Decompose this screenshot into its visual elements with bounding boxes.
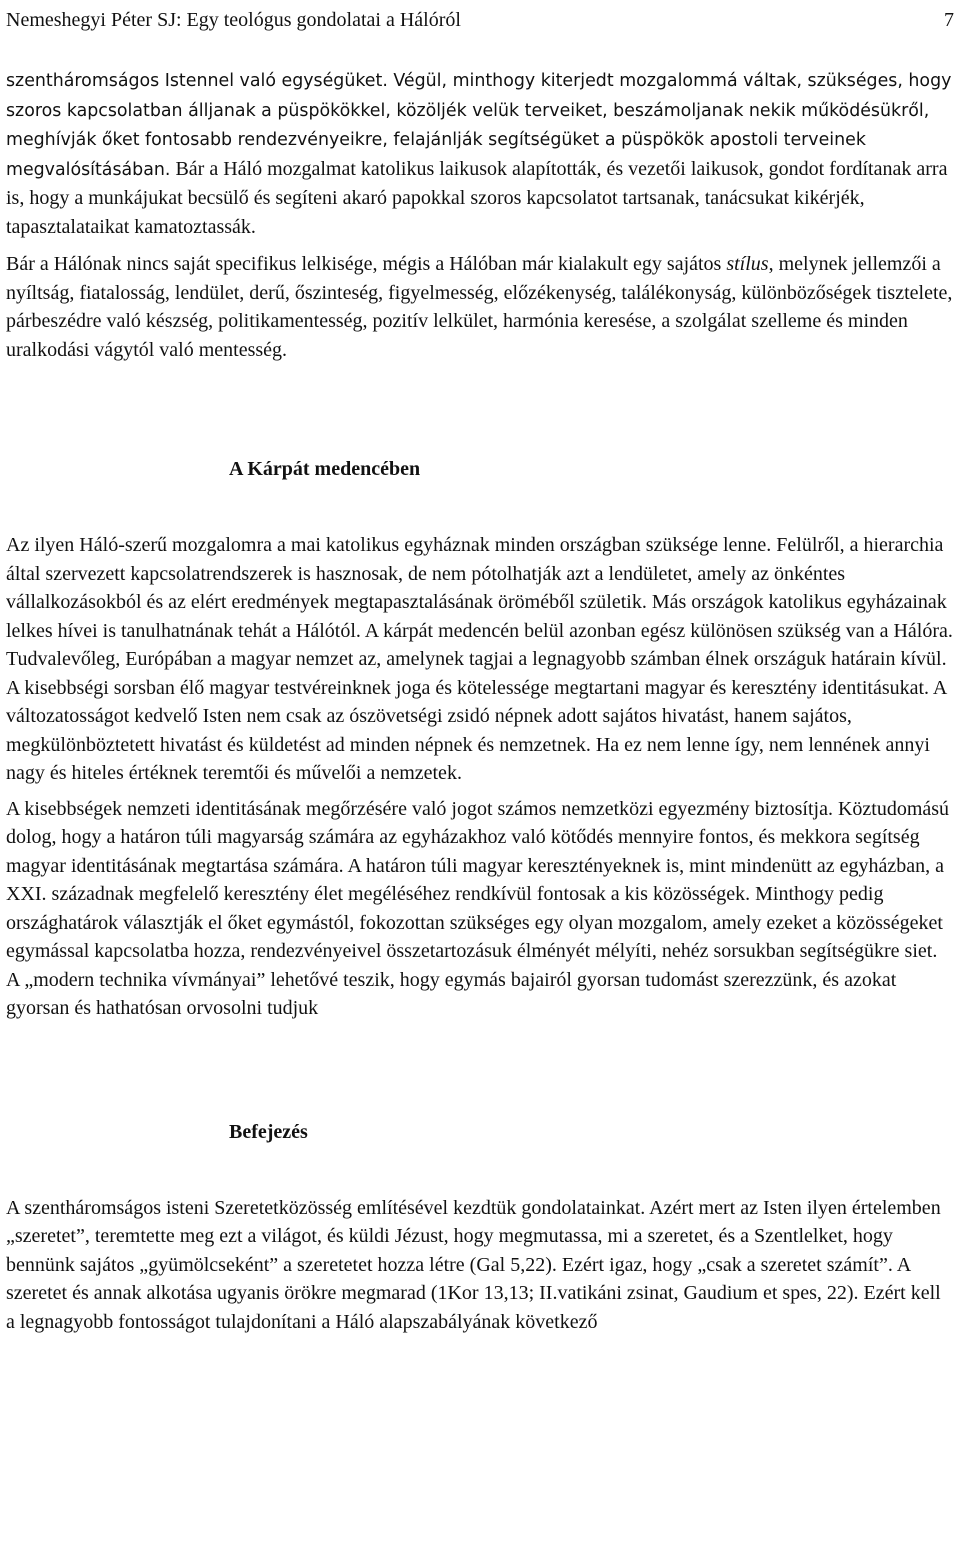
paragraph-part-serif: Bár a Háló mozgalmat katolikus laikusok alapították, és vezetői laikusok, gondot fordítanak arra is, hogy a munkájukat becsülő és segíteni akaró papokkal szoros kapcsolatot tartsanak, tanácsukat kikérjék, tapasztalataikat kamatoztassák.: [6, 157, 948, 238]
document-page: [6, 0, 954, 1336]
paragraph-style-before: Bár a Hálónak nincs saját specifikus lelkisége, mégis a Hálóban már kialakult egy sajátos: [6, 253, 727, 275]
paragraph-end-of-section: [6, 66, 954, 241]
section-heading-befejezes: Befejezés: [229, 1120, 308, 1143]
paragraph-karpat-1: Az ilyen Háló-szerű mozgalomra a mai katolikus egyháznak minden országban szüksége lenne. Felülről, a hierarchia által szervezett kapcsolatrendszerek is hasznosak, de nem pótolhatják azt a lendületet, amely az önkéntes vállalkozásokból és az elért eredmények megtapasztalásának öröméből születik. Más országok katolikus egyházainak lelkes hívei is tanulhatnának tehát a Hálótól. A kárpát medencén belül azonban egész különösen szükség van a Hálóra. Tudvalevőleg, Európában a magyar nemzet az, amelynek tagjai a legnagyobb számban élnek országuk határain kívül. A kisebbségi sorsban élő magyar testvéreinknek joga és kötelessége megtartani magyar és keresztény identitásukat. A változatosságot kedvelő Isten nem csak az ószövetségi zsidó népnek adott sajátos hivatást, hanem sajátos, megkülönböztetett hivatást és küldetést ad minden népnek és nemzetnek. Ha ez nem lenne így, nem lennének annyi nagy és hiteles értéknek teremtői és művelői a nemzetek.: [6, 534, 953, 784]
page-header: [6, 0, 954, 40]
paragraph-conclusion: A szentháromságos isteni Szeretetközösség említésével kezdtük gondolatainkat. Azért mert az Isten ilyen értelemben „szeretet”, teremtette meg ezt a világot, és küldi Jézust, hogy megmutassa, mi a szeretet, és a Szentlelket, hogy bennünk sajátos „gyümölcseként” a szeretetet hozza létre (Gal 5,22). Ezért igaz, hogy „csak a szeretet számít”. A szeretet és annak alkotása ugyanis örökre megmarad (1Kor 13,13; II.vatikáni zsinat, Gaudium et spes, 22). Ezért kell a legnagyobb fontosságot tulajdonítani a Háló alapszabályának következő: [6, 1196, 941, 1333]
paragraph-part-sans: szentháromságos Istennel való egységüket. Végül, minthogy kiterjedt mozgalommá váltak, szükséges, hogy szoros kapcsolatban álljanak a püspökökkel, közöljék velük terveiket, beszámoljanak nekik működésükről, meghívják őket fontosabb rendezvényeikre, felajánlják segítségüket a püspökök apostoli terveinek megvalósításában.: [6, 71, 952, 180]
section-heading-karpat: A Kárpát medencében: [229, 458, 421, 480]
paragraph-karpat-2: A kisebbségek nemzeti identitásának megőrzésére való jogot számos nemzetközi egyezmény biztosítja. Köztudomású dolog, hogy a határon túli magyarság számára az egyházakhoz való kötődés mennyire fontos, és mekkora segítség magyar identitásának megtartása számára. A határon túli magyar keresztényeknek is, mint mindenütt az egyházban, a XXI. századnak megfelelő keresztény élet megéléséhez rendkívül fontosak a kis közösségek. Minthogy pedig országhatárok választják el őket egymástól, fokozottan szükséges egy olyan mozgalom, amely ezeket a közösségeket egymással kapcsolatba hozza, rendezvényeivel összetartozásuk élményét mélyíti, nehéz sorsukban segítségükre siet. A „modern technika vívmányai” lehetővé teszik, hogy egymás bajairól gyorsan tudomást szerezzünk, és azokat gyorsan és hathatósan orvosolni tudjuk: [6, 797, 950, 1019]
paragraph-style: [6, 250, 954, 364]
paragraph-style-after: , melynek jellemzői a nyíltság, fiatalosság, lendület, derű, őszinteség, figyelmesség, előzékenység, találékonyság, különbözőségek tisztelete, párbeszédre való készség, politikamentesség, pozitív lelkület, harmónia keresése, a szolgálat szelleme és minden uralkodási vágytól való mentesség.: [6, 253, 953, 361]
page-number: 7: [944, 9, 954, 31]
running-title: Nemeshegyi Péter SJ: Egy teológus gondolatai a Hálóról: [6, 9, 461, 31]
emphasis-stilus: stílus: [726, 253, 769, 275]
